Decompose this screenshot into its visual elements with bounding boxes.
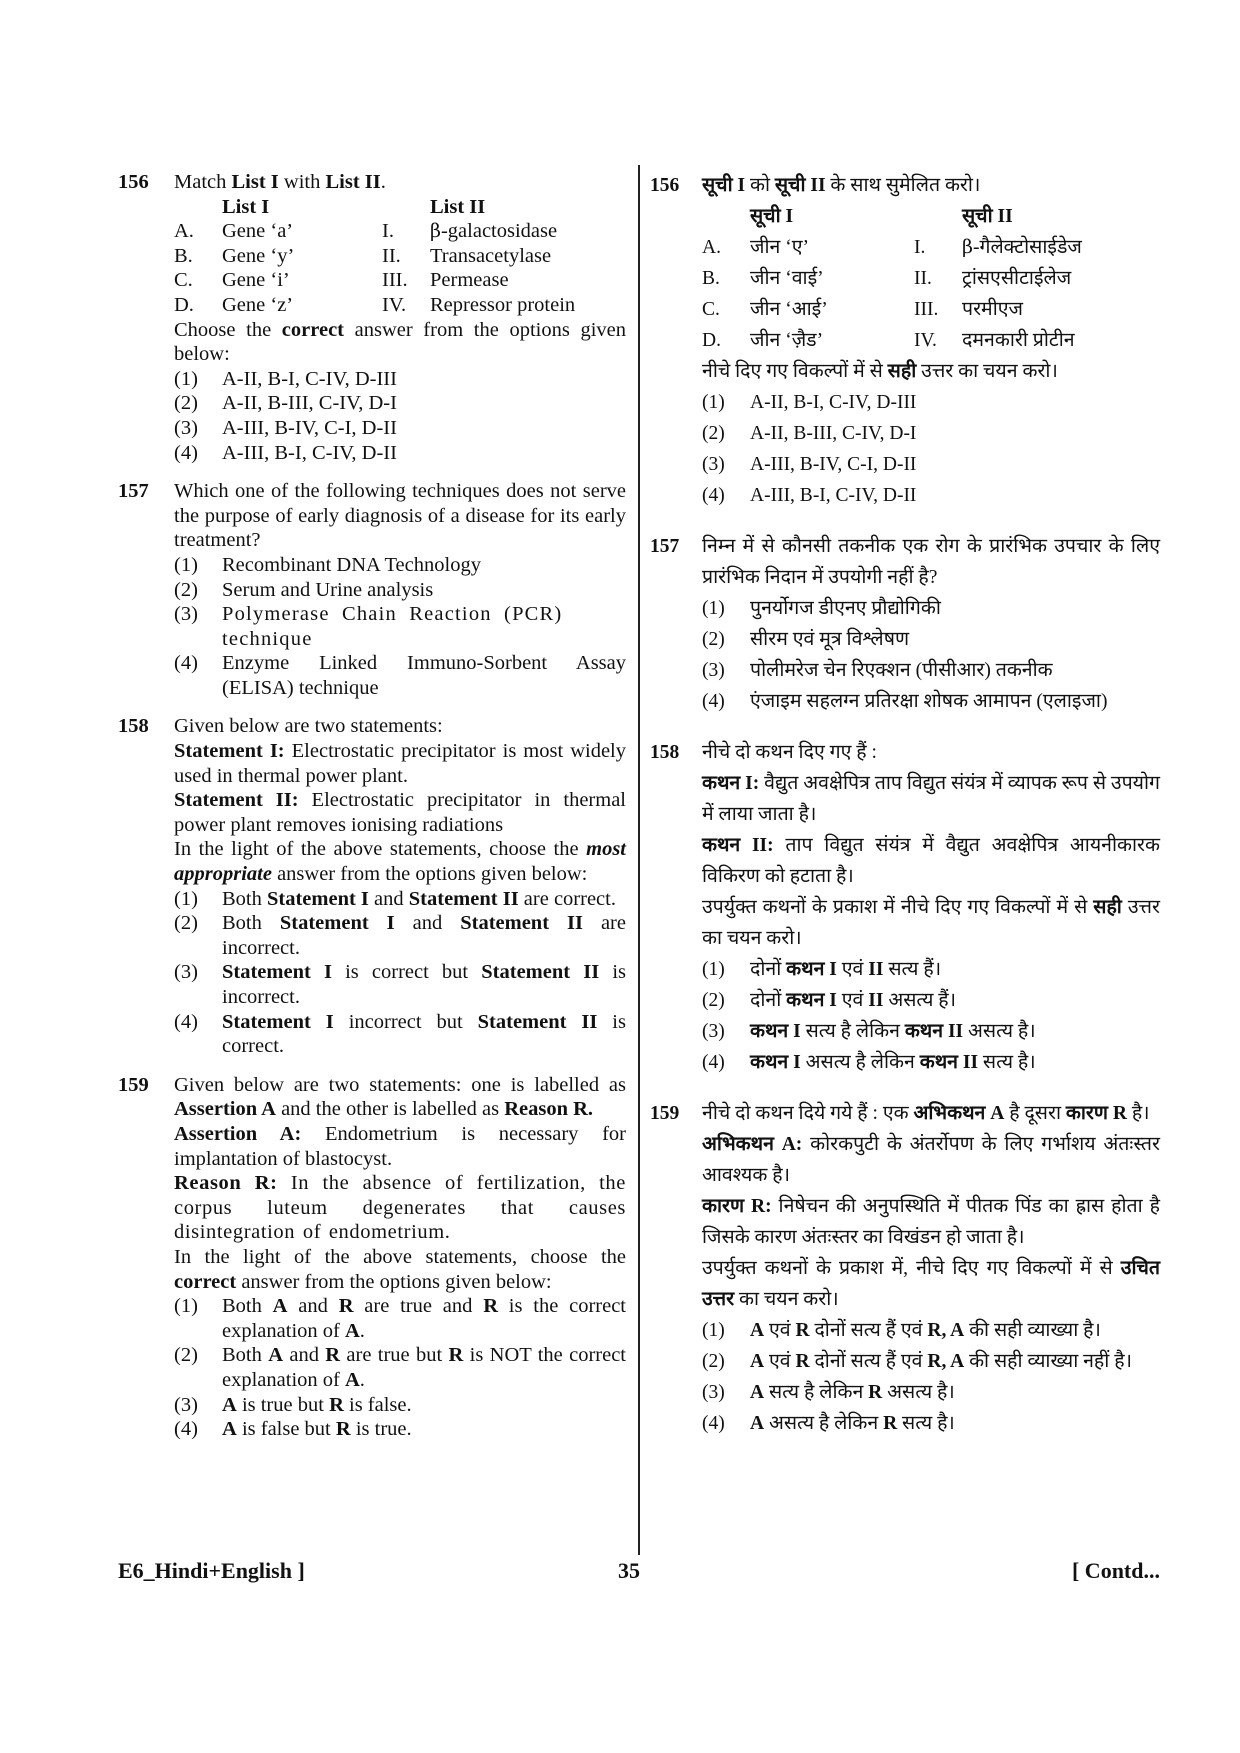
list-header: List I List II xyxy=(222,195,486,218)
question-157-hi xyxy=(650,531,1160,717)
option-3[interactable]: (3) A सत्य है लेकिन R असत्य है। xyxy=(702,1382,955,1403)
option-1[interactable]: (1) A-II, B-I, C-IV, D-III xyxy=(702,392,917,413)
question-intro: Given below are two statements: one is labelled as Assertion A and the other is labelled as Reason R. xyxy=(174,1073,626,1121)
question-number: 158 xyxy=(118,715,149,738)
question-number: 159 xyxy=(650,1103,680,1124)
question-158-en xyxy=(118,714,626,1058)
statement-1: कथन I: वैद्युत अवक्षेपित्र ताप विद्युत संयंत्र में व्यापक रूप से उपयोग में लाया जाता है। xyxy=(702,773,1160,825)
match-row-d: D. Gene ‘z’ IV. Repressor protein xyxy=(174,293,576,316)
choose-instruction: उपर्युक्त कथनों के प्रकाश में, नीचे दिए गए विकल्पों में से उचित उत्तर का चयन करो। xyxy=(702,1258,1160,1310)
page-number: 35 xyxy=(618,1558,640,1583)
question-number: 157 xyxy=(650,536,680,557)
question-number: 159 xyxy=(118,1073,149,1096)
option-3[interactable]: (3) Statement I is correct but Statement II is incorrect. xyxy=(174,961,626,1008)
statement-2: Statement II: Electrostatic precipitator in thermal power plant removes ionising radiations xyxy=(174,789,626,836)
question-158-hi xyxy=(650,737,1160,1078)
question-intro: नीचे दो कथन दिए गए हैं : xyxy=(702,742,877,763)
statement-2: कथन II: ताप विद्युत संयंत्र में वैद्युत अवक्षेपित्र आयनीकारक विकिरण को हटाता है। xyxy=(702,835,1160,887)
option-2[interactable]: (2) दोनों कथन I एवं II असत्य हैं। xyxy=(702,990,957,1011)
option-4[interactable]: (4) A असत्य है लेकिन R सत्य है। xyxy=(702,1413,955,1434)
assertion: Assertion A: Endometrium is necessary for implantation of blastocyst. xyxy=(174,1122,626,1170)
option-1[interactable]: (1) Both A and R are true and R is the correct explanation of A. xyxy=(174,1295,626,1342)
option-1[interactable]: (1) Both Statement I and Statement II are correct. xyxy=(174,887,616,910)
option-3[interactable]: (3) कथन I सत्य है लेकिन कथन II असत्य है। xyxy=(702,1021,1036,1042)
option-2[interactable]: (2) Serum and Urine analysis xyxy=(174,578,434,601)
question-159-hi xyxy=(650,1098,1160,1439)
choose-instruction: In the light of the above statements, choose the correct answer from the options given below: xyxy=(174,1245,626,1293)
choose-instruction: नीचे दिए गए विकल्पों में से सही उत्तर का चयन करो। xyxy=(702,361,1058,382)
option-1[interactable]: (1) पुनर्योगज डीएनए प्रौद्योगिकी xyxy=(702,598,941,619)
option-1[interactable]: (1) A एवं R दोनों सत्य हैं एवं R, A की सही व्याख्या है। xyxy=(702,1320,1101,1341)
choose-instruction: In the light of the above statements, choose the most appropriate answer from the options given below: xyxy=(174,838,626,886)
hindi-column xyxy=(650,170,1160,1439)
question-number: 157 xyxy=(118,480,149,503)
paper-code: E6_Hindi+English ] xyxy=(118,1558,305,1583)
choose-instruction: Choose the correct answer from the options given below: xyxy=(174,318,626,366)
question-156-en xyxy=(118,170,626,465)
match-row-d: D. जीन ‘ज़ैड’ IV. दमनकारी प्रोटीन xyxy=(702,330,1075,351)
statement-1: Statement I: Electrostatic precipitator is most widely used in thermal power plant. xyxy=(174,740,626,787)
page-footer xyxy=(118,1558,1160,1588)
question-intro: Given below are two statements: xyxy=(174,715,443,738)
question-intro: नीचे दो कथन दिये गये हैं : एक अभिकथन A है दूसरा कारण R है। xyxy=(702,1103,1150,1124)
option-2[interactable]: (2) A-II, B-III, C-IV, D-I xyxy=(702,423,917,444)
reason: Reason R: In the absence of fertilization, the corpus luteum degenerates that causes disintegration of endometrium. xyxy=(174,1172,626,1244)
match-row-c: C. Gene ‘i’ III. Permease xyxy=(174,269,509,292)
match-row-b: B. जीन ‘वाई’ II. ट्रांसएसीटाईलेज xyxy=(702,268,1072,289)
reason: कारण R: निषेचन की अनुपस्थिति में पीतक पिंड का ह्रास होता है जिसके कारण अंतःस्तर का विखंडन हो जाता है। xyxy=(702,1196,1160,1248)
option-3[interactable]: (3) Polymerase Chain Reaction (PCR) technique xyxy=(174,603,563,650)
question-number: 156 xyxy=(118,171,149,193)
question-number: 158 xyxy=(650,742,680,763)
option-3[interactable]: (3) A-III, B-IV, C-I, D-II xyxy=(174,416,397,439)
match-row-b: B. Gene ‘y’ II. Transacetylase xyxy=(174,244,552,267)
option-2[interactable]: (2) A एवं R दोनों सत्य हैं एवं R, A की सही व्याख्या नहीं है। xyxy=(702,1351,1132,1372)
question-stem: Match List I with List II. xyxy=(174,171,386,193)
option-4[interactable]: (4) A-III, B-I, C-IV, D-II xyxy=(702,485,917,506)
continued-label: [ Contd... xyxy=(1071,1558,1160,1583)
option-4[interactable]: (4) A is false but R is true. xyxy=(174,1418,412,1441)
option-4[interactable]: (4) Enzyme Linked Immuno-Sorbent Assay (ELISA) technique xyxy=(174,652,626,699)
choose-instruction: उपर्युक्त कथनों के प्रकाश में नीचे दिए गए विकल्पों में से सही उत्तर का चयन करो। xyxy=(702,897,1160,949)
question-stem: Which one of the following techniques does not serve the purpose of early diagnosis of a disease for its early treatment? xyxy=(174,480,626,552)
option-4[interactable]: (4) A-III, B-I, C-IV, D-II xyxy=(174,441,397,464)
option-3[interactable]: (3) A-III, B-IV, C-I, D-II xyxy=(702,454,917,475)
option-3[interactable]: (3) पोलीमरेज चेन रिएक्शन (पीसीआर) तकनीक xyxy=(702,660,1053,681)
match-row-a: A. Gene ‘a’ I. β-galactosidase xyxy=(174,220,558,243)
option-1[interactable]: (1) Recombinant DNA Technology xyxy=(174,553,481,576)
option-2[interactable]: (2) A-II, B-III, C-IV, D-I xyxy=(174,392,397,415)
match-row-c: C. जीन ‘आई’ III. परमीएज xyxy=(702,299,1024,320)
question-159-en xyxy=(118,1073,626,1442)
option-2[interactable]: (2) सीरम एवं मूत्र विश्लेषण xyxy=(702,629,910,650)
option-2[interactable]: (2) Both Statement I and Statement II are incorrect. xyxy=(174,912,626,959)
option-3[interactable]: (3) A is true but R is false. xyxy=(174,1393,412,1416)
list-header: सूची I सूची II xyxy=(750,206,1013,227)
option-1[interactable]: (1) A-II, B-I, C-IV, D-III xyxy=(174,367,397,390)
english-column xyxy=(118,170,626,1442)
question-stem: निम्न में से कौनसी तकनीक एक रोग के प्रारंभिक उपचार के लिए प्रारंभिक निदान में उपयोगी नहीं है? xyxy=(702,536,1160,588)
option-4[interactable]: (4) एंजाइम सहलग्न प्रतिरक्षा शोषक आमापन (एलाइजा) xyxy=(702,691,1108,712)
question-stem: सूची I को सूची II के साथ सुमेलित करो। xyxy=(702,175,981,196)
question-number: 156 xyxy=(650,175,680,196)
question-156-hi xyxy=(650,170,1160,511)
column-divider xyxy=(638,165,640,1555)
match-row-a: A. जीन ‘ए’ I. β-गैलेक्टोसाईडेज xyxy=(702,236,1082,258)
option-1[interactable]: (1) दोनों कथन I एवं II सत्य हैं। xyxy=(702,959,942,980)
option-4[interactable]: (4) कथन I असत्य है लेकिन कथन II सत्य है। xyxy=(702,1052,1036,1073)
option-2[interactable]: (2) Both A and R are true but R is NOT the correct explanation of A. xyxy=(174,1344,626,1391)
assertion: अभिकथन A: कोरकपुटी के अंतर्रोपण के लिए गर्भाशय अंतःस्तर आवश्यक है। xyxy=(702,1134,1160,1186)
option-4[interactable]: (4) Statement I incorrect but Statement II is correct. xyxy=(174,1010,626,1058)
question-157-en xyxy=(118,479,626,700)
